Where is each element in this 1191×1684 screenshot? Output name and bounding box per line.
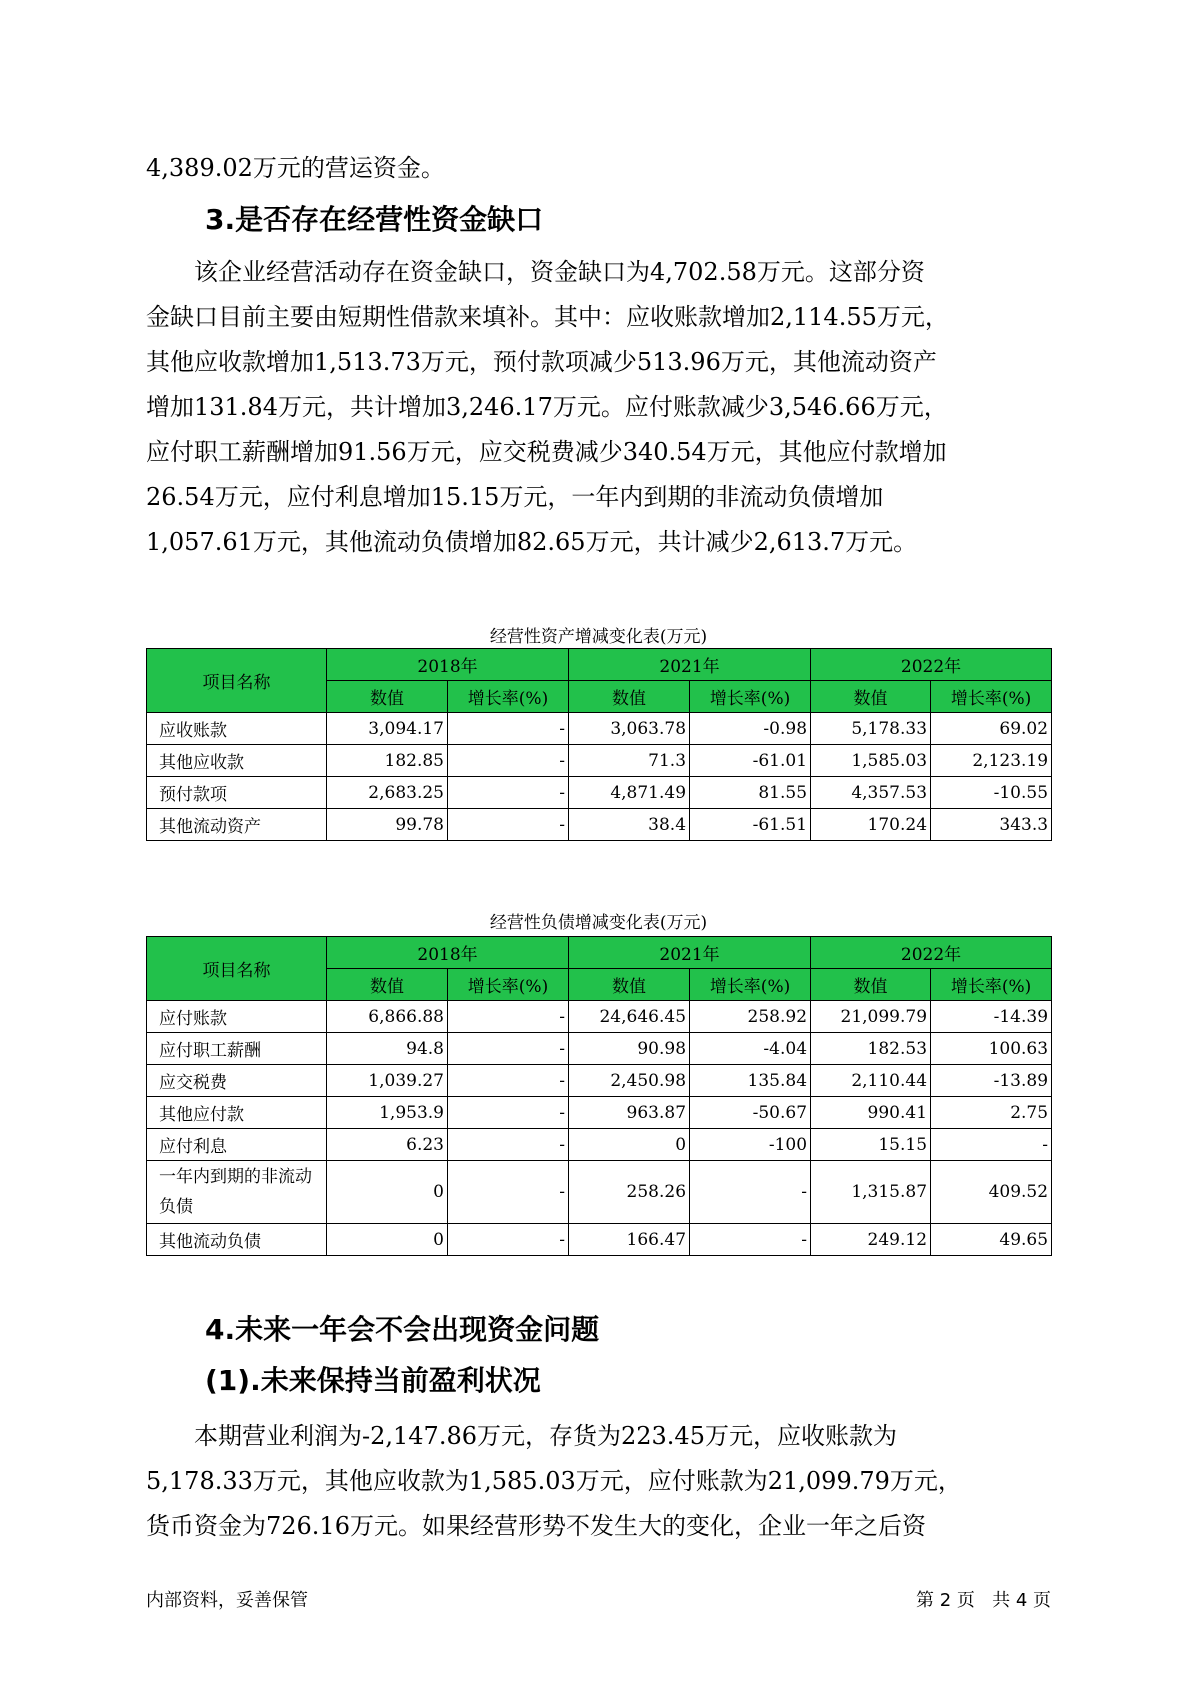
rate-cell: 2,123.19 [931, 745, 1052, 777]
rate-cell: -14.39 [931, 1001, 1052, 1033]
table-header-row [147, 649, 1052, 681]
rate-cell: - [448, 1065, 569, 1097]
value-cell: 2,683.25 [327, 777, 448, 809]
value-cell: 1,585.03 [811, 745, 931, 777]
rate-cell: 69.02 [931, 713, 1052, 745]
value-header: 数值 [327, 681, 448, 713]
item-name: 应收账款 [147, 713, 327, 745]
rate-cell: 81.55 [690, 777, 811, 809]
value-cell: 990.41 [811, 1097, 931, 1129]
value-cell: 24,646.45 [569, 1001, 690, 1033]
year-header: 2018年 [327, 937, 569, 969]
table-row [147, 777, 1052, 809]
intro-line: 4,389.02万元的营运资金。 [146, 154, 445, 182]
item-name: 预付款项 [147, 777, 327, 809]
value-cell: 1,315.87 [811, 1161, 931, 1224]
year-header: 2018年 [327, 649, 569, 681]
value-cell: 182.85 [327, 745, 448, 777]
table-row [147, 1033, 1052, 1065]
section-4-subheading: (1).未来保持当前盈利状况 [205, 1364, 541, 1397]
rate-cell: - [448, 745, 569, 777]
value-cell: 2,450.98 [569, 1065, 690, 1097]
rate-cell: -10.55 [931, 777, 1052, 809]
year-header: 2022年 [811, 937, 1052, 969]
paragraph-line: 金缺口目前主要由短期性借款来填补。其中：应收账款增加2,114.55万元， [146, 303, 949, 331]
rate-header: 增长率(%) [448, 969, 569, 1001]
table-header-row [147, 937, 1052, 969]
table-row [147, 713, 1052, 745]
value-header: 数值 [327, 969, 448, 1001]
rate-header: 增长率(%) [690, 681, 811, 713]
value-cell: 90.98 [569, 1033, 690, 1065]
rate-cell: 100.63 [931, 1033, 1052, 1065]
paragraph-line: 应付职工薪酬增加91.56万元，应交税费减少340.54万元，其他应付款增加 [146, 438, 947, 466]
rate-cell: - [448, 1161, 569, 1224]
rate-header: 增长率(%) [448, 681, 569, 713]
section-3-paragraph [146, 250, 1051, 565]
paragraph-line: 本期营业利润为-2,147.86万元，存货为223.45万元，应收账款为 [146, 1422, 897, 1450]
rate-header: 增长率(%) [690, 969, 811, 1001]
paragraph-line: 1,057.61万元，其他流动负债增加82.65万元，共计减少2,613.7万元。 [146, 528, 918, 556]
paragraph-line: 货币资金为726.16万元。如果经营形势不发生大的变化，企业一年之后资 [146, 1512, 926, 1540]
rate-cell: 49.65 [931, 1224, 1052, 1256]
value-header: 数值 [569, 969, 690, 1001]
value-header: 数值 [811, 681, 931, 713]
rate-cell: -100 [690, 1129, 811, 1161]
rate-cell: 2.75 [931, 1097, 1052, 1129]
item-name: 其他流动负债 [147, 1224, 327, 1256]
rate-cell: - [448, 1129, 569, 1161]
year-header: 2022年 [811, 649, 1052, 681]
rate-cell: - [448, 713, 569, 745]
rate-cell: 409.52 [931, 1161, 1052, 1224]
rate-cell: - [448, 809, 569, 841]
table-row [147, 809, 1052, 841]
value-cell: 71.3 [569, 745, 690, 777]
rate-cell: - [448, 1224, 569, 1256]
value-header: 数值 [811, 969, 931, 1001]
section-3-heading: 3.是否存在经营性资金缺口 [205, 203, 544, 236]
rate-cell: -61.01 [690, 745, 811, 777]
value-cell: 94.8 [327, 1033, 448, 1065]
value-cell: 5,178.33 [811, 713, 931, 745]
footer-page-number: 第 2 页 共 4 页 [916, 1590, 1051, 1611]
assets-change-table [146, 648, 1052, 841]
value-cell: 38.4 [569, 809, 690, 841]
rate-cell: -4.04 [690, 1033, 811, 1065]
item-name: 一年内到期的非流动负债 [147, 1161, 327, 1224]
item-name: 其他应付款 [147, 1097, 327, 1129]
value-cell: 249.12 [811, 1224, 931, 1256]
paragraph-line: 该企业经营活动存在资金缺口，资金缺口为4,702.58万元。这部分资 [146, 258, 925, 286]
liabilities-table-caption: 经营性负债增减变化表(万元) [489, 913, 708, 933]
rate-cell: - [690, 1161, 811, 1224]
item-name: 应交税费 [147, 1065, 327, 1097]
table-row [147, 1161, 1052, 1224]
item-name-header: 项目名称 [147, 649, 327, 713]
item-name: 应付账款 [147, 1001, 327, 1033]
rate-cell: -0.98 [690, 713, 811, 745]
rate-header: 增长率(%) [931, 681, 1052, 713]
value-cell: 6.23 [327, 1129, 448, 1161]
table-row [147, 1001, 1052, 1033]
rate-cell: - [931, 1129, 1052, 1161]
paragraph-line: 增加131.84万元，共计增加3,246.17万元。应付账款减少3,546.66万元， [146, 393, 948, 421]
value-header: 数值 [569, 681, 690, 713]
value-cell: 963.87 [569, 1097, 690, 1129]
section-4-heading: 4.未来一年会不会出现资金问题 [205, 1313, 600, 1346]
rate-cell: - [690, 1224, 811, 1256]
value-cell: 99.78 [327, 809, 448, 841]
paragraph-line: 5,178.33万元，其他应收款为1,585.03万元，应付账款为21,099.79万元， [146, 1467, 962, 1495]
item-name: 应付利息 [147, 1129, 327, 1161]
rate-cell: -61.51 [690, 809, 811, 841]
item-name: 其他应收款 [147, 745, 327, 777]
liabilities-change-table [146, 936, 1052, 1256]
table-row [147, 745, 1052, 777]
value-cell: 1,039.27 [327, 1065, 448, 1097]
value-cell: 0 [569, 1129, 690, 1161]
value-cell: 6,866.88 [327, 1001, 448, 1033]
rate-cell: - [448, 777, 569, 809]
value-cell: 21,099.79 [811, 1001, 931, 1033]
rate-cell: - [448, 1033, 569, 1065]
value-cell: 0 [327, 1224, 448, 1256]
item-name: 其他流动资产 [147, 809, 327, 841]
footer-confidential-note: 内部资料，妥善保管 [146, 1590, 308, 1611]
rate-cell: -50.67 [690, 1097, 811, 1129]
rate-cell: -13.89 [931, 1065, 1052, 1097]
value-cell: 15.15 [811, 1129, 931, 1161]
assets-table-caption: 经营性资产增减变化表(万元) [489, 627, 708, 647]
year-header: 2021年 [569, 649, 811, 681]
rate-cell: 258.92 [690, 1001, 811, 1033]
rate-cell: - [448, 1001, 569, 1033]
value-cell: 0 [327, 1161, 448, 1224]
paragraph-line: 26.54万元，应付利息增加15.15万元，一年内到期的非流动负债增加 [146, 483, 884, 511]
section-4-paragraph [146, 1414, 1051, 1549]
value-cell: 4,357.53 [811, 777, 931, 809]
table-row [147, 1129, 1052, 1161]
value-cell: 1,953.9 [327, 1097, 448, 1129]
value-cell: 182.53 [811, 1033, 931, 1065]
item-name-header: 项目名称 [147, 937, 327, 1001]
paragraph-line: 其他应收款增加1,513.73万元，预付款项减少513.96万元，其他流动资产 [146, 348, 937, 376]
rate-header: 增长率(%) [931, 969, 1052, 1001]
rate-cell: 343.3 [931, 809, 1052, 841]
value-cell: 3,094.17 [327, 713, 448, 745]
value-cell: 4,871.49 [569, 777, 690, 809]
rate-cell: 135.84 [690, 1065, 811, 1097]
value-cell: 3,063.78 [569, 713, 690, 745]
value-cell: 2,110.44 [811, 1065, 931, 1097]
year-header: 2021年 [569, 937, 811, 969]
item-name: 应付职工薪酬 [147, 1033, 327, 1065]
table-row [147, 1097, 1052, 1129]
value-cell: 258.26 [569, 1161, 690, 1224]
value-cell: 166.47 [569, 1224, 690, 1256]
rate-cell: - [448, 1097, 569, 1129]
table-row [147, 1065, 1052, 1097]
table-row [147, 1224, 1052, 1256]
value-cell: 170.24 [811, 809, 931, 841]
